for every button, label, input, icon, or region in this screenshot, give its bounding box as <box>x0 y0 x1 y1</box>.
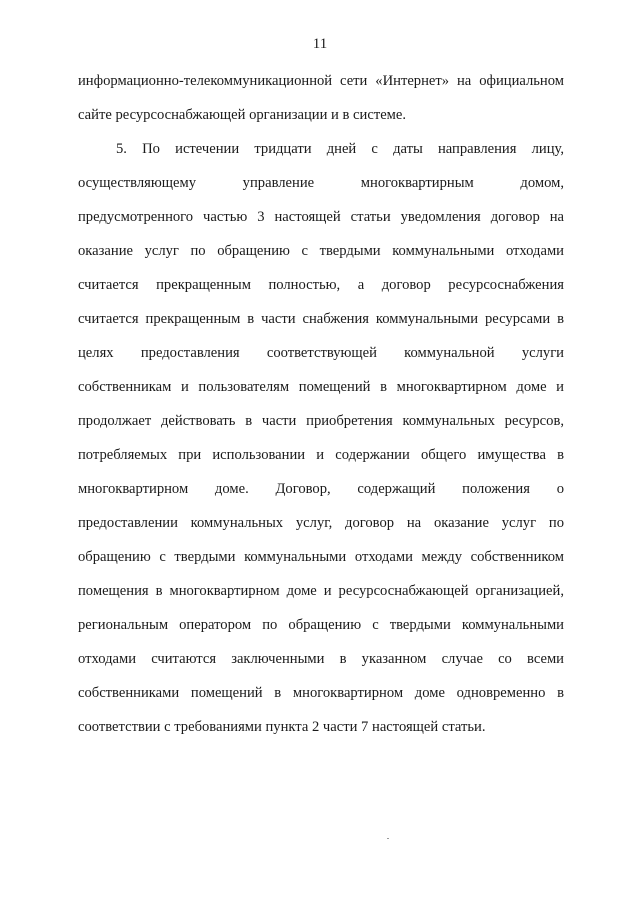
text-line: собственниками помещений в многоквартирном доме одновременно в <box>78 685 564 701</box>
text-line: продолжает действовать в части приобретения коммунальных ресурсов, <box>78 413 564 429</box>
text-line: отходами считаются заключенными в указанном случае со всеми <box>78 651 564 667</box>
text-line: осуществляющему управление многоквартирным домом, <box>78 175 564 191</box>
scan-speck <box>387 838 389 839</box>
text-line: 5. По истечении тридцати дней с даты направления лицу, <box>116 141 564 157</box>
text-line: многоквартирном доме. Договор, содержащий положения о <box>78 481 564 497</box>
text-line: собственникам и пользователям помещений в многоквартирном доме и <box>78 379 564 395</box>
text-line: оказание услуг по обращению с твердыми коммунальными отходами <box>78 243 564 259</box>
text-line: потребляемых при использовании и содержании общего имущества в <box>78 447 564 463</box>
text-line: считается прекращенным в части снабжения коммунальными ресурсами в <box>78 311 564 327</box>
paragraph-continuation <box>78 64 564 132</box>
text-line: сайте ресурсоснабжающей организации и в системе. <box>78 107 407 123</box>
text-line: считается прекращенным полностью, а договор ресурсоснабжения <box>78 277 564 293</box>
text-line: региональным оператором по обращению с твердыми коммунальными <box>78 617 564 633</box>
text-line: соответствии с требованиями пункта 2 части 7 настоящей статьи. <box>78 719 486 735</box>
text-line: обращению с твердыми коммунальными отходами между собственником <box>78 549 564 565</box>
text-line: предоставлении коммунальных услуг, договор на оказание услуг по <box>78 515 564 531</box>
text-line: помещения в многоквартирном доме и ресурсоснабжающей организацией, <box>78 583 564 599</box>
paragraph-clause-5 <box>78 132 564 744</box>
page-number: 11 <box>312 36 328 52</box>
text-line: информационно-телекоммуникационной сети «Интернет» на официальном <box>78 73 564 89</box>
document-body <box>78 64 564 744</box>
text-line: предусмотренного частью 3 настоящей статьи уведомления договор на <box>78 209 564 225</box>
text-line: целях предоставления соответствующей коммунальной услуги <box>78 345 564 361</box>
